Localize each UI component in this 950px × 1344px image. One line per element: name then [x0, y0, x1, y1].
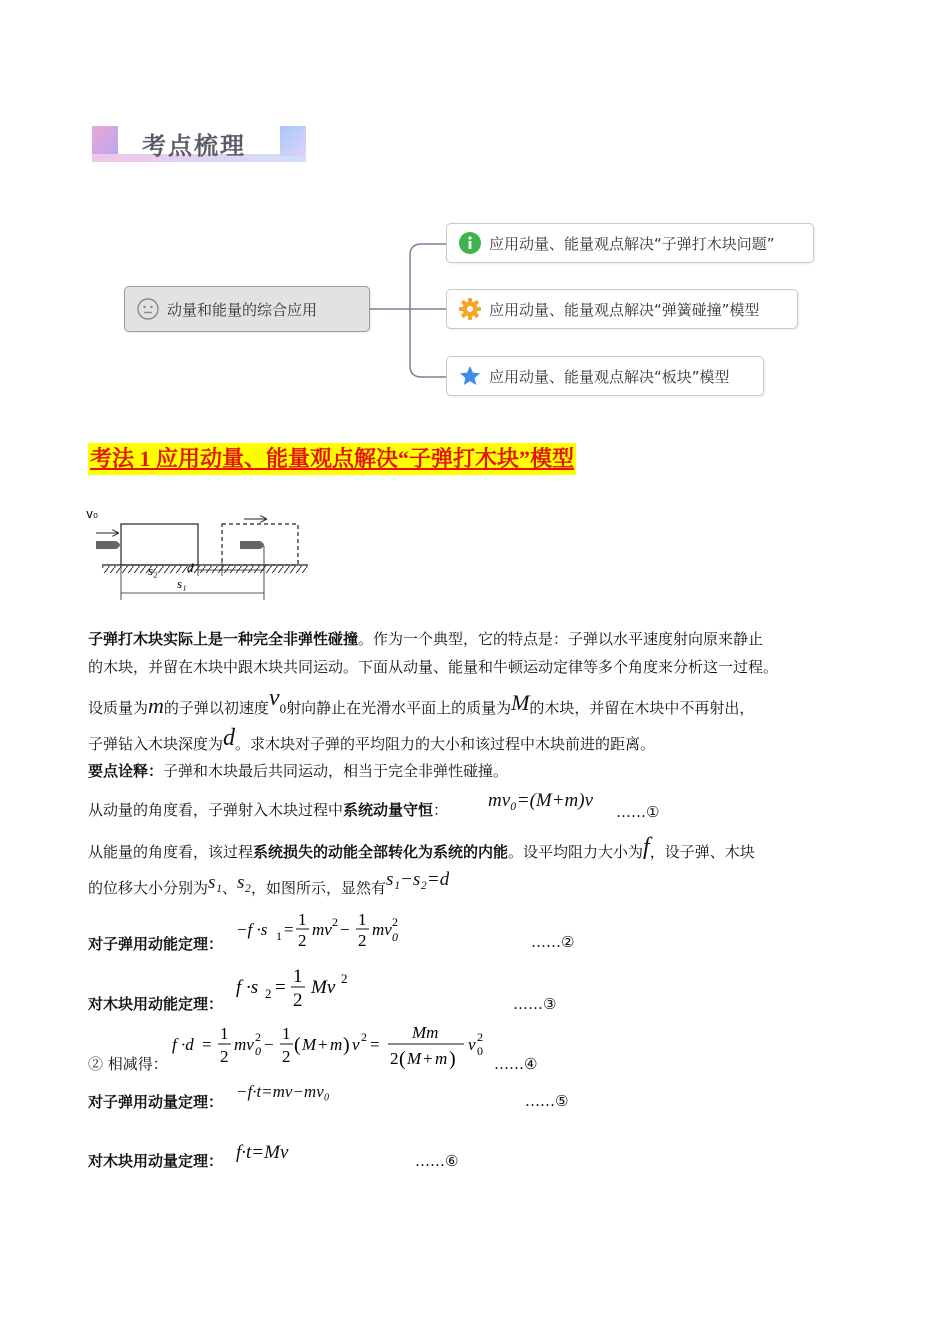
eq5-label	[88, 1092, 223, 1112]
eq2-label-text: 对子弹用动能定理：	[88, 935, 224, 953]
d-label: d	[187, 560, 194, 575]
key-text: 子弹和木块最后共同运动，相当于完全非弹性碰撞。	[163, 762, 509, 780]
eq3-formula	[236, 966, 366, 1012]
energy-line-1	[88, 834, 755, 862]
eq6-number: ……⑥	[415, 1152, 459, 1170]
svg-text:+: +	[423, 1049, 433, 1068]
eq2-label	[88, 934, 223, 954]
svg-text:0: 0	[392, 930, 398, 944]
en-sep: 、	[222, 879, 238, 897]
svg-text:2: 2	[361, 1030, 367, 1044]
svg-text:m: m	[435, 1049, 448, 1068]
eq4-label: ② 相减得：	[88, 1055, 168, 1073]
svg-text:f ·s: f ·s	[236, 977, 259, 998]
svg-text:−: −	[264, 1035, 274, 1054]
eq6-label-text: 对木块用动量定理：	[88, 1152, 224, 1170]
en-line2-a: 的位移大小分别为	[88, 879, 209, 897]
var-M: M	[511, 690, 530, 715]
eq2-number: ……②	[531, 933, 575, 951]
svg-text:Mv: Mv	[311, 977, 336, 998]
svg-text:m: m	[330, 1035, 343, 1054]
p1-rest: 。作为一个典型，它的特点是：子弹以水平速度射向原来静止	[358, 630, 764, 648]
mindmap-branch-3	[446, 356, 764, 396]
svg-text:+: +	[318, 1035, 328, 1054]
p1-bold: 子弹打木块实际上是一种完全非弹性碰撞	[88, 630, 359, 648]
en-line2-b: ，如图所示，显然有	[251, 879, 387, 897]
svg-text:=: =	[370, 1035, 380, 1054]
en-c: ，设子弹、木块	[649, 843, 755, 861]
eq5-number: ……⑤	[525, 1092, 569, 1110]
eq5-formula: −f·t=mv−mv₀	[236, 1082, 330, 1101]
v0-label: v₀	[86, 507, 98, 521]
svg-text:1: 1	[220, 1024, 229, 1043]
bullet-initial	[96, 541, 116, 549]
svg-text:1: 1	[293, 966, 303, 987]
eq1-number: ……①	[616, 803, 660, 821]
info-icon	[459, 232, 481, 254]
svg-text:1: 1	[358, 910, 367, 929]
relation-s1-s2-d: s₁−s₂=d	[386, 869, 450, 890]
badge-label: 考点梳理	[142, 132, 246, 160]
svg-text:f ·d: f ·d	[172, 1035, 194, 1054]
key-label: 要点诠释：	[88, 762, 164, 780]
s1-label: s₁	[177, 576, 187, 591]
var-f: f	[643, 834, 650, 860]
svg-text:=: =	[202, 1035, 212, 1054]
eq3-number: ……③	[513, 995, 557, 1013]
var-m: m	[148, 693, 164, 718]
svg-text:M: M	[407, 1049, 422, 1068]
en-bold: 系统损失的动能全部转化为系统的内能	[253, 843, 509, 861]
svg-text:2: 2	[392, 915, 398, 929]
paragraph-1-line-2: 的木块，并留在木块中跟木块共同运动。下面从动量、能量和牛顿运动定律等多个角度来分析这一过程。	[88, 658, 779, 676]
mom-a: 从动量的角度看，子弹射入木块过程中	[88, 801, 344, 819]
p3-b: 。求木块对子弹的平均阻力的大小和该过程中木块前进的距离。	[235, 735, 656, 753]
p3-a: 子弹钻入木块深度为	[88, 735, 224, 753]
svg-text:−f ·s: −f ·s	[236, 920, 268, 939]
svg-text:2: 2	[282, 1047, 291, 1066]
p2-a: 设质量为	[88, 699, 149, 717]
svg-text:−: −	[340, 920, 350, 939]
svg-text:2: 2	[265, 986, 272, 1001]
var-s1: s₁	[208, 872, 223, 893]
mindmap-root-label: 动量和能量的综合应用	[167, 300, 318, 319]
svg-text:M: M	[302, 1035, 317, 1054]
svg-text:): )	[449, 1048, 456, 1070]
svg-text:v: v	[468, 1035, 476, 1054]
svg-text:mv: mv	[312, 920, 332, 939]
var-v: v	[268, 685, 280, 711]
eq6-formula: f·t=Mv	[236, 1142, 289, 1163]
svg-text:v: v	[352, 1035, 360, 1054]
key-point	[88, 761, 508, 781]
svg-text:=: =	[284, 920, 294, 939]
eq3-label	[88, 994, 223, 1014]
eq4-number: ……④	[494, 1055, 538, 1073]
eq3-label-text: 对木块用动能定理：	[88, 995, 224, 1013]
mom-colon: ：	[433, 801, 449, 819]
s2-label: s₂	[148, 563, 158, 578]
svg-text:(: (	[399, 1048, 406, 1070]
mindmap-branch-2-label: 应用动量、能量观点解决“弹簧碰撞”模型	[489, 300, 760, 319]
energy-line-2	[88, 869, 450, 898]
momentum-line	[88, 800, 448, 820]
svg-text:0: 0	[477, 1044, 483, 1058]
svg-text:mv: mv	[234, 1035, 254, 1054]
svg-text:1: 1	[282, 1024, 291, 1043]
svg-text:): )	[343, 1034, 350, 1056]
eq4-formula	[172, 1022, 492, 1072]
svg-text:1: 1	[276, 929, 282, 943]
svg-text:2: 2	[255, 1030, 261, 1044]
gear-icon	[459, 298, 481, 320]
mindmap-root	[124, 286, 370, 332]
paragraph-2-line-2	[88, 725, 656, 754]
momentum-equation: mv₀=(M+m)v	[488, 790, 594, 811]
var-s2: s₂	[237, 872, 252, 893]
eq6-label	[88, 1151, 223, 1171]
svg-text:1: 1	[298, 910, 307, 929]
paragraph-2-line-1	[88, 685, 755, 719]
svg-text:2: 2	[332, 915, 338, 929]
bullet-block-diagram	[84, 504, 314, 604]
mom-bold: 系统动量守恒	[343, 801, 434, 819]
svg-text:2: 2	[220, 1047, 229, 1066]
svg-text:2: 2	[341, 971, 348, 986]
svg-text:0: 0	[255, 1044, 261, 1058]
en-a: 从能量的角度看，该过程	[88, 843, 254, 861]
svg-text:2: 2	[298, 931, 307, 950]
eq2-formula	[236, 908, 416, 950]
mindmap-branch-1	[446, 223, 814, 263]
p2-c: 射向静止在光滑水平面上的质量为	[286, 699, 512, 717]
bullet-final	[240, 541, 260, 549]
mindmap-branch-2	[446, 289, 798, 329]
var-v-sub: 0	[279, 701, 287, 716]
svg-text:2: 2	[477, 1030, 483, 1044]
section-title: 考法 1 应用动量、能量观点解决“子弹打木块”模型	[88, 443, 576, 475]
p2-b: 的子弹以初速度	[163, 699, 269, 717]
svg-text:Mm: Mm	[412, 1023, 439, 1042]
block-initial	[121, 524, 198, 565]
svg-text:mv: mv	[372, 920, 392, 939]
svg-text:(: (	[294, 1034, 301, 1056]
var-d: d	[223, 725, 236, 751]
star-icon	[459, 365, 481, 387]
svg-text:2: 2	[390, 1049, 399, 1068]
mindmap-branch-1-label: 应用动量、能量观点解决“子弹打木块问题”	[489, 234, 775, 253]
en-b: 。设平均阻力大小为	[508, 843, 644, 861]
eq5-label-text: 对子弹用动量定理：	[88, 1093, 224, 1111]
svg-text:2: 2	[293, 990, 303, 1011]
neutral-face-icon	[137, 298, 159, 320]
svg-text:=: =	[275, 977, 286, 998]
p2-d: 的木块，并留在木块中不再射出，	[529, 699, 755, 717]
mindmap-branch-3-label: 应用动量、能量观点解决“板块”模型	[489, 367, 730, 386]
paragraph-1-line-1	[88, 629, 763, 649]
svg-text:2: 2	[358, 931, 367, 950]
